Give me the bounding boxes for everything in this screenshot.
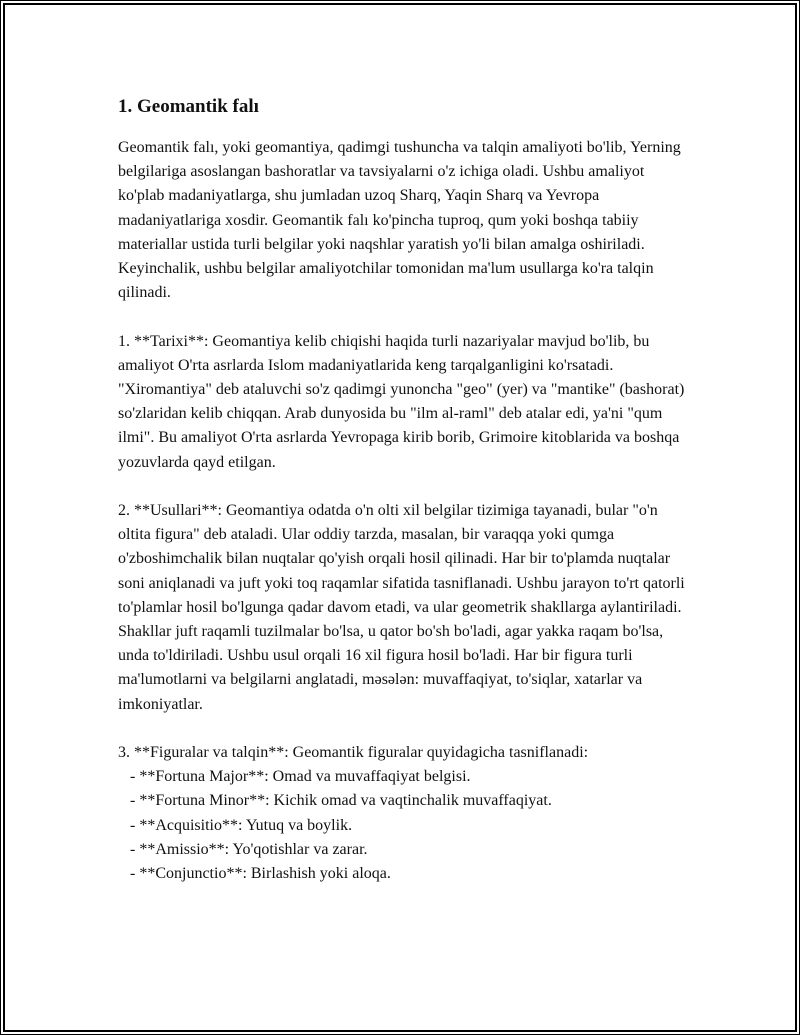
document-body bbox=[118, 93, 688, 886]
section-heading: 1. Geomantik falı bbox=[118, 96, 259, 117]
figures-list bbox=[118, 765, 688, 886]
list-item: - **Fortuna Minor**: Kichik omad va vaqtinchalik muvaffaqiyat. bbox=[118, 792, 552, 810]
list-item: - **Conjunctio**: Birlashish yoki aloqa. bbox=[118, 865, 391, 883]
list-item: - **Acquisitio**: Yutuq va boylik. bbox=[118, 816, 353, 834]
paragraph-gap bbox=[118, 305, 688, 329]
history-paragraph: 1. **Tarixi**: Geomantiya kelib chiqishi haqida turli nazariyalar mavjud bo'lib, bu amaliyot O'rta asrlarda Islom madaniyatlarida keng tarqalganligini ko'rsatadi. "Xiromantiya" deb ataluvchi so'z qadimgi yunoncha "geo" (yer) va "mantike" (bashorat) so'zlaridan kelib chiqqan. Arab dunyosida bu "ilm al-raml" deb atalar edi, ya'ni "qum ilmi". Bu amaliyot O'rta asrlarda Yevropaga kirib borib, Grimoire kitoblarida va boshqa yozuvlarda qayd etilgan. bbox=[118, 332, 689, 471]
paragraph-gap bbox=[118, 717, 688, 741]
list-item: - **Fortuna Major**: Omad va muvaffaqiyat belgisi. bbox=[118, 768, 471, 786]
methods-paragraph: 2. **Usullari**: Geomantiya odatda o'n olti xil belgilar tizimiga tayanadi, bular "o'n oltita figura" deb ataladi. Ular oddiy tarzda, masalan, bir varaqqa yoki qumga o'zboshimchalik bilan nuqtalar qo'yish orqali hosil qilinadi. Har bir to'plamda nuqtalar soni aniqlanadi va juft yoki toq raqamlar sifatida tasniflanadi. Ushbu jarayon to'rt qatorli to'plamlar hosil bo'lgunga qadar davom etadi, va ular geometrik shakllarga aylantiriladi. Shakllar juft raqamli tuzilmalar bo'lsa, u qator bo'sh bo'ladi, agar yakka raqam bo'lsa, unda to'ldiriladi. Ushbu usul orqali 16 xil figura hosil bo'ladi. Har bir figura turli ma'lumotlarni va belgilarni anglatadi, məsələn: muvaffaqiyat, to'siqlar, xatarlar va imkoniyatlar. bbox=[118, 502, 689, 713]
intro-paragraph: Geomantik falı, yoki geomantiya, qadimgi tushuncha va talqin amaliyoti bo'lib, Yerning belgilariga asoslangan bashoratlar va tavsiyalarni o'z ichiga oladi. Ushbu amaliyot ko'plab madaniyatlarga, shu jumladan uzoq Sharq, Yaqin Sharq va Yevropa madaniyatlariga xosdir. Geomantik falı ko'pincha tuproq, qum yoki boshqa tabiiy materiallar ustida turli belgilar yoki naqshlar yaratish yo'li bilan amalga oshiriladi. Keyinchalik, ushbu belgilar amaliyotchilar tomonidan ma'lum usullarga ko'ra talqin qilinadi. bbox=[118, 139, 685, 302]
paragraph-gap bbox=[118, 475, 688, 499]
figures-intro-paragraph: 3. **Figuralar va talqin**: Geomantik figuralar quyidagicha tasniflanadi: bbox=[118, 744, 589, 762]
list-item: - **Amissio**: Yo'qotishlar va zarar. bbox=[118, 840, 368, 858]
